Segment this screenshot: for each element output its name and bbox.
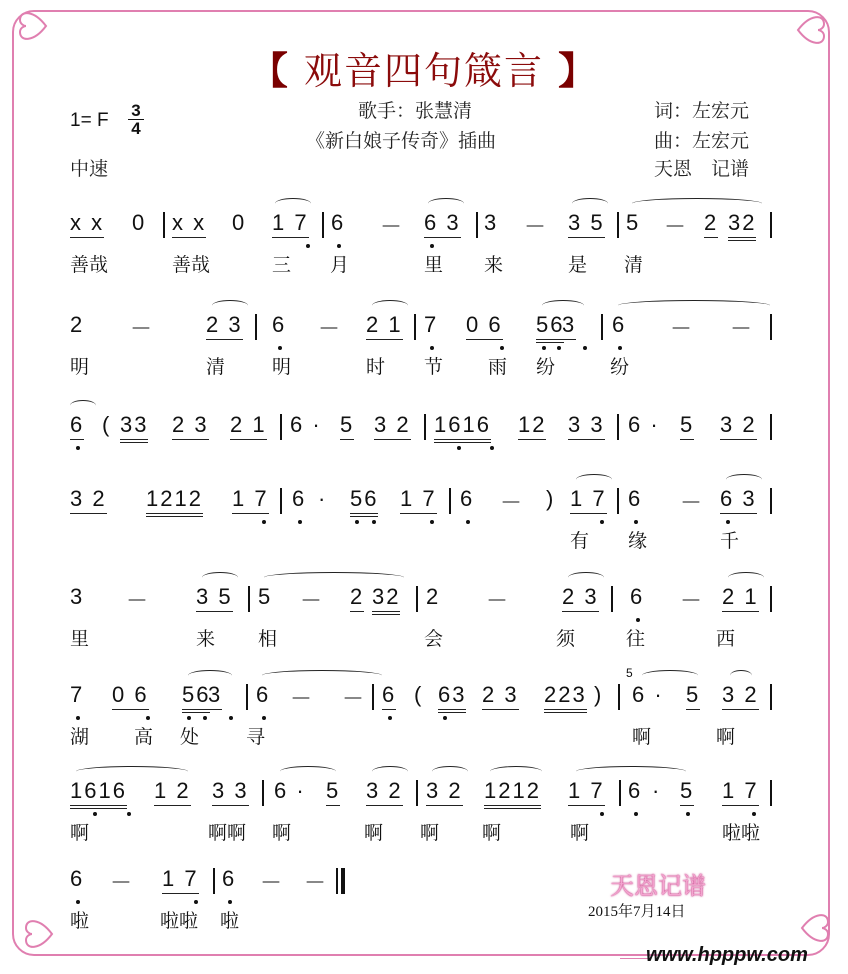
note-group: －	[304, 870, 329, 895]
note-group: 7	[424, 312, 439, 337]
octave-dot	[443, 716, 447, 720]
octave-dot	[388, 716, 392, 720]
bar-line	[372, 684, 374, 710]
note-group: 5	[258, 584, 273, 609]
final-barline-thick	[341, 868, 345, 894]
lyric-syllable: 啦啦	[160, 910, 199, 932]
note-group: 5	[340, 412, 354, 440]
note-group: －	[664, 214, 689, 239]
octave-dot	[262, 520, 266, 524]
note-group: 3	[484, 210, 499, 235]
octave-dot	[542, 346, 546, 350]
note-group: 1 7	[162, 866, 199, 894]
note-group: 6	[222, 866, 237, 891]
note-group: 2 1	[722, 584, 759, 612]
slur-mark	[490, 766, 542, 777]
note-group: 6	[256, 682, 271, 707]
lyric-syllable: 善哉	[172, 254, 211, 276]
note-group: －	[290, 686, 315, 711]
note-group: 3	[70, 584, 85, 609]
title-bracket-close: 】	[558, 49, 599, 93]
lyric-syllable: 节	[424, 356, 444, 378]
lyric-syllable: 啊	[420, 822, 440, 844]
note-group: 3	[562, 312, 576, 340]
bar-line	[770, 212, 772, 238]
note-group: －	[486, 588, 511, 613]
octave-dot	[430, 346, 434, 350]
octave-dot	[634, 812, 638, 816]
note-group: 2	[704, 210, 718, 238]
octave-dot	[457, 446, 461, 450]
octave-dot	[752, 812, 756, 816]
octave-dot	[600, 520, 604, 524]
note-group: 223	[544, 682, 587, 713]
note-group: －	[130, 316, 155, 341]
bar-line	[416, 586, 418, 612]
octave-dot	[262, 716, 266, 720]
octave-dot	[726, 520, 730, 524]
note-group: －	[342, 686, 367, 711]
note-group: 56	[350, 486, 378, 517]
note-group: 2 3	[562, 584, 599, 612]
lyric-syllable: 啦	[220, 910, 240, 932]
lyric-syllable: 啊	[632, 726, 652, 748]
singer: 歌手：张慧清	[358, 100, 473, 122]
transcriber: 天恩 记谱	[654, 158, 750, 180]
note-group: 3 2	[366, 778, 403, 806]
octave-dot	[500, 346, 504, 350]
lyric-syllable: 时	[366, 356, 386, 378]
note-group: 5	[626, 210, 641, 235]
note-group: 6	[272, 312, 287, 337]
octave-dot	[306, 244, 310, 248]
note-group: －	[380, 214, 405, 239]
slur-mark	[730, 670, 752, 681]
octave-dot	[194, 900, 198, 904]
lyric-syllable: 啊啊	[208, 822, 247, 844]
note-group: 63	[438, 682, 466, 713]
note-group: －	[126, 588, 151, 613]
note-group: 1212	[484, 778, 541, 809]
lyric-syllable: 啦	[70, 910, 90, 932]
bar-line	[618, 684, 620, 710]
bar-line	[770, 314, 772, 340]
lyric-syllable: 寻	[246, 726, 266, 748]
bar-line	[770, 586, 772, 612]
slur-mark	[642, 670, 698, 681]
lyric-syllable: 啊	[70, 822, 90, 844]
slur-mark	[372, 766, 408, 777]
lyricist: 词：左宏元	[654, 100, 750, 122]
note-group: 6 ·	[632, 682, 664, 707]
note-group: 1616	[434, 412, 491, 443]
slur-mark	[70, 400, 96, 411]
note-group: －	[300, 588, 325, 613]
title-bracket-open: 【	[249, 49, 290, 93]
note-group: 6	[382, 682, 396, 710]
time-sig-top: 3	[131, 101, 141, 120]
key-signature: 1= F	[70, 110, 109, 131]
bar-line	[322, 212, 324, 238]
lyric-syllable: 明	[70, 356, 90, 378]
bar-line	[611, 586, 613, 612]
lyric-syllable: 啊	[570, 822, 590, 844]
bar-line	[770, 684, 772, 710]
slur-mark	[264, 572, 404, 583]
note-group: 3 2	[720, 412, 757, 440]
note-group: －	[670, 316, 695, 341]
final-barline	[336, 868, 338, 894]
octave-dot	[337, 244, 341, 248]
note-group: 0	[132, 210, 147, 235]
note-group: 5	[680, 412, 694, 440]
bar-line	[414, 314, 416, 340]
lyric-syllable: 来	[484, 254, 504, 276]
note-group: 33	[120, 412, 148, 443]
lyric-syllable: 里	[424, 254, 444, 276]
date: 2015年7月14日	[588, 904, 686, 920]
octave-dot	[466, 520, 470, 524]
lyric-syllable: 清	[624, 254, 644, 276]
lyric-syllable: 来	[196, 628, 216, 650]
note-group: 3 5	[568, 210, 605, 238]
note-group: ·	[652, 778, 662, 803]
note-group: 1 7	[232, 486, 269, 514]
lyric-syllable: 善哉	[70, 254, 109, 276]
note-group: x x	[172, 210, 206, 238]
lyric-syllable: 西	[716, 628, 736, 650]
note-group: 6 ·	[274, 778, 306, 803]
note-group: 6 ·	[628, 412, 660, 437]
note-group: 6	[630, 584, 645, 609]
note-group: 3 2	[722, 682, 759, 710]
octave-dot	[127, 812, 131, 816]
bar-line	[262, 780, 264, 806]
transcriber-stamp: 天恩记谱	[610, 872, 706, 900]
octave-dot	[298, 520, 302, 524]
lyric-syllable: 有	[570, 530, 590, 552]
note-group: －	[524, 214, 549, 239]
note-group: －	[730, 316, 755, 341]
note-group: －	[318, 316, 343, 341]
note-group: 2 1	[366, 312, 403, 340]
note-group: 1616	[70, 778, 127, 809]
note-group: 1 7	[722, 778, 759, 806]
note-group: 1 7	[570, 486, 607, 514]
slur-mark	[576, 474, 612, 485]
octave-dot	[93, 812, 97, 816]
lyric-syllable: 啦啦	[722, 822, 761, 844]
note-group: 7	[70, 682, 85, 707]
lyric-syllable: 雨	[488, 356, 508, 378]
note-group: 2 3	[482, 682, 519, 710]
octave-dot	[600, 812, 604, 816]
note-group: 3	[208, 682, 222, 710]
note-group: －	[500, 490, 525, 515]
note-group: ·	[318, 486, 328, 511]
title-text: 观音四句箴言	[303, 49, 544, 93]
slur-mark	[432, 766, 468, 777]
note-group: 0	[232, 210, 247, 235]
heart-corner-icon	[796, 908, 836, 948]
octave-dot	[634, 520, 638, 524]
note-group: 3 3	[212, 778, 249, 806]
note-group: 6	[331, 210, 346, 235]
bar-line	[617, 414, 619, 440]
slur-mark	[618, 300, 770, 311]
octave-dot	[187, 716, 191, 720]
slur-mark	[280, 766, 336, 777]
bar-line	[770, 780, 772, 806]
bar-line	[246, 684, 248, 710]
slur-mark	[275, 198, 311, 209]
note-group: 3 3	[568, 412, 605, 440]
slur-mark	[372, 300, 408, 311]
website-link[interactable]: www.hpppw.com	[646, 944, 808, 966]
lyric-syllable: 处	[180, 726, 200, 748]
note-group: 2 1	[230, 412, 267, 440]
lyric-syllable: 啊	[364, 822, 384, 844]
bar-line	[619, 780, 621, 806]
lyric-syllable: 是	[568, 254, 588, 276]
note-group: 2	[350, 584, 364, 612]
bar-line	[617, 488, 619, 514]
note-group: 6	[70, 412, 84, 440]
tempo: 中速	[70, 158, 109, 180]
octave-dot	[430, 244, 434, 248]
slur-mark	[428, 198, 464, 209]
slur-mark	[262, 670, 382, 681]
grace-note: 5	[626, 666, 635, 680]
note-group: 6	[628, 778, 643, 803]
lyric-syllable: 湖	[70, 726, 90, 748]
lyric-syllable: 纷	[610, 356, 630, 378]
note-group: 56	[182, 682, 210, 713]
octave-dot	[355, 520, 359, 524]
bar-line	[770, 488, 772, 514]
source: 《新白娘子传奇》插曲	[306, 130, 497, 152]
time-signature	[128, 102, 144, 137]
note-group: (	[102, 412, 112, 437]
slur-mark	[188, 670, 232, 681]
note-group: －	[110, 870, 135, 895]
octave-dot	[76, 900, 80, 904]
note-group: 6	[70, 866, 85, 891]
note-group: 1 7	[400, 486, 437, 514]
note-group: －	[680, 490, 705, 515]
note-group: －	[680, 588, 705, 613]
note-group: 1 2	[154, 778, 191, 806]
lyric-syllable: 会	[424, 628, 444, 650]
bar-line	[449, 488, 451, 514]
slur-mark	[726, 474, 762, 485]
lyric-syllable: 三	[272, 254, 292, 276]
note-group: 6 ·	[290, 412, 322, 437]
slur-mark	[632, 198, 762, 209]
note-group: 1212	[146, 486, 203, 517]
note-group: 6	[292, 486, 307, 511]
note-group: 1 7	[272, 210, 309, 238]
note-group: 32	[372, 584, 400, 615]
bar-line	[416, 780, 418, 806]
note-group: (	[414, 682, 424, 707]
note-group: 3 2	[426, 778, 463, 806]
time-sig-bottom: 4	[128, 119, 144, 137]
slur-mark	[76, 766, 188, 777]
note-group: 3 2	[70, 486, 107, 514]
lyric-syllable: 千	[720, 530, 740, 552]
lyric-syllable: 纷	[536, 356, 556, 378]
bar-line	[770, 414, 772, 440]
bar-line	[163, 212, 165, 238]
octave-dot	[203, 716, 207, 720]
note-group: 2 3	[172, 412, 209, 440]
octave-dot	[583, 346, 587, 350]
note-group: 32	[728, 210, 756, 241]
note-group: 2	[70, 312, 85, 337]
note-group: x x	[70, 210, 104, 238]
note-group: )	[594, 682, 604, 707]
slur-mark	[728, 572, 764, 583]
bar-line	[280, 414, 282, 440]
lyric-syllable: 往	[626, 628, 646, 650]
bar-line	[424, 414, 426, 440]
note-group: 6	[460, 486, 475, 511]
lyric-syllable: 啊	[482, 822, 502, 844]
octave-dot	[618, 346, 622, 350]
note-group: 5	[686, 682, 700, 710]
lyric-syllable: 明	[272, 356, 292, 378]
octave-dot	[146, 716, 150, 720]
lyric-syllable: 须	[556, 628, 576, 650]
lyric-syllable: 清	[206, 356, 226, 378]
lyric-syllable: 啊	[716, 726, 736, 748]
octave-dot	[278, 346, 282, 350]
bar-line	[248, 586, 250, 612]
note-group: 6 3	[720, 486, 757, 514]
lyric-syllable: 里	[70, 628, 90, 650]
note-group: 56	[536, 312, 564, 343]
bar-line	[617, 212, 619, 238]
lyric-syllable: 啊	[272, 822, 292, 844]
lyric-syllable: 月	[330, 254, 350, 276]
composer: 曲：左宏元	[654, 130, 750, 152]
slur-mark	[202, 572, 238, 583]
note-group: 1 7	[568, 778, 605, 806]
slur-mark	[212, 300, 248, 311]
slur-mark	[576, 766, 686, 777]
octave-dot	[557, 346, 561, 350]
octave-dot	[430, 520, 434, 524]
note-group: 5	[326, 778, 340, 806]
octave-dot	[76, 716, 80, 720]
note-group: －	[260, 870, 285, 895]
note-group: 2	[426, 584, 441, 609]
bar-line	[213, 868, 215, 894]
slur-mark	[542, 300, 584, 311]
heart-corner-icon	[18, 914, 58, 954]
slur-mark	[572, 198, 608, 209]
octave-dot	[490, 446, 494, 450]
note-group: )	[546, 486, 556, 511]
note-group: 5	[680, 778, 694, 806]
note-group: 3 5	[196, 584, 233, 612]
octave-dot	[229, 716, 233, 720]
note-group: 0 6	[112, 682, 149, 710]
octave-dot	[636, 618, 640, 622]
lyric-syllable: 高	[134, 726, 154, 748]
note-group: 12	[518, 412, 546, 440]
lyric-syllable: 相	[258, 628, 278, 650]
octave-dot	[228, 900, 232, 904]
octave-dot	[76, 446, 80, 450]
octave-dot	[372, 520, 376, 524]
note-group: 6 3	[424, 210, 461, 238]
note-group: 6	[612, 312, 627, 337]
note-group: 6	[628, 486, 643, 511]
bar-line	[280, 488, 282, 514]
bar-line	[255, 314, 257, 340]
note-group: 3 2	[374, 412, 411, 440]
note-group: 2 3	[206, 312, 243, 340]
slur-mark	[568, 572, 604, 583]
octave-dot	[686, 812, 690, 816]
note-group: 0 6	[466, 312, 503, 340]
bar-line	[601, 314, 603, 340]
lyric-syllable: 缘	[628, 530, 648, 552]
song-title	[0, 40, 848, 95]
bar-line	[476, 212, 478, 238]
